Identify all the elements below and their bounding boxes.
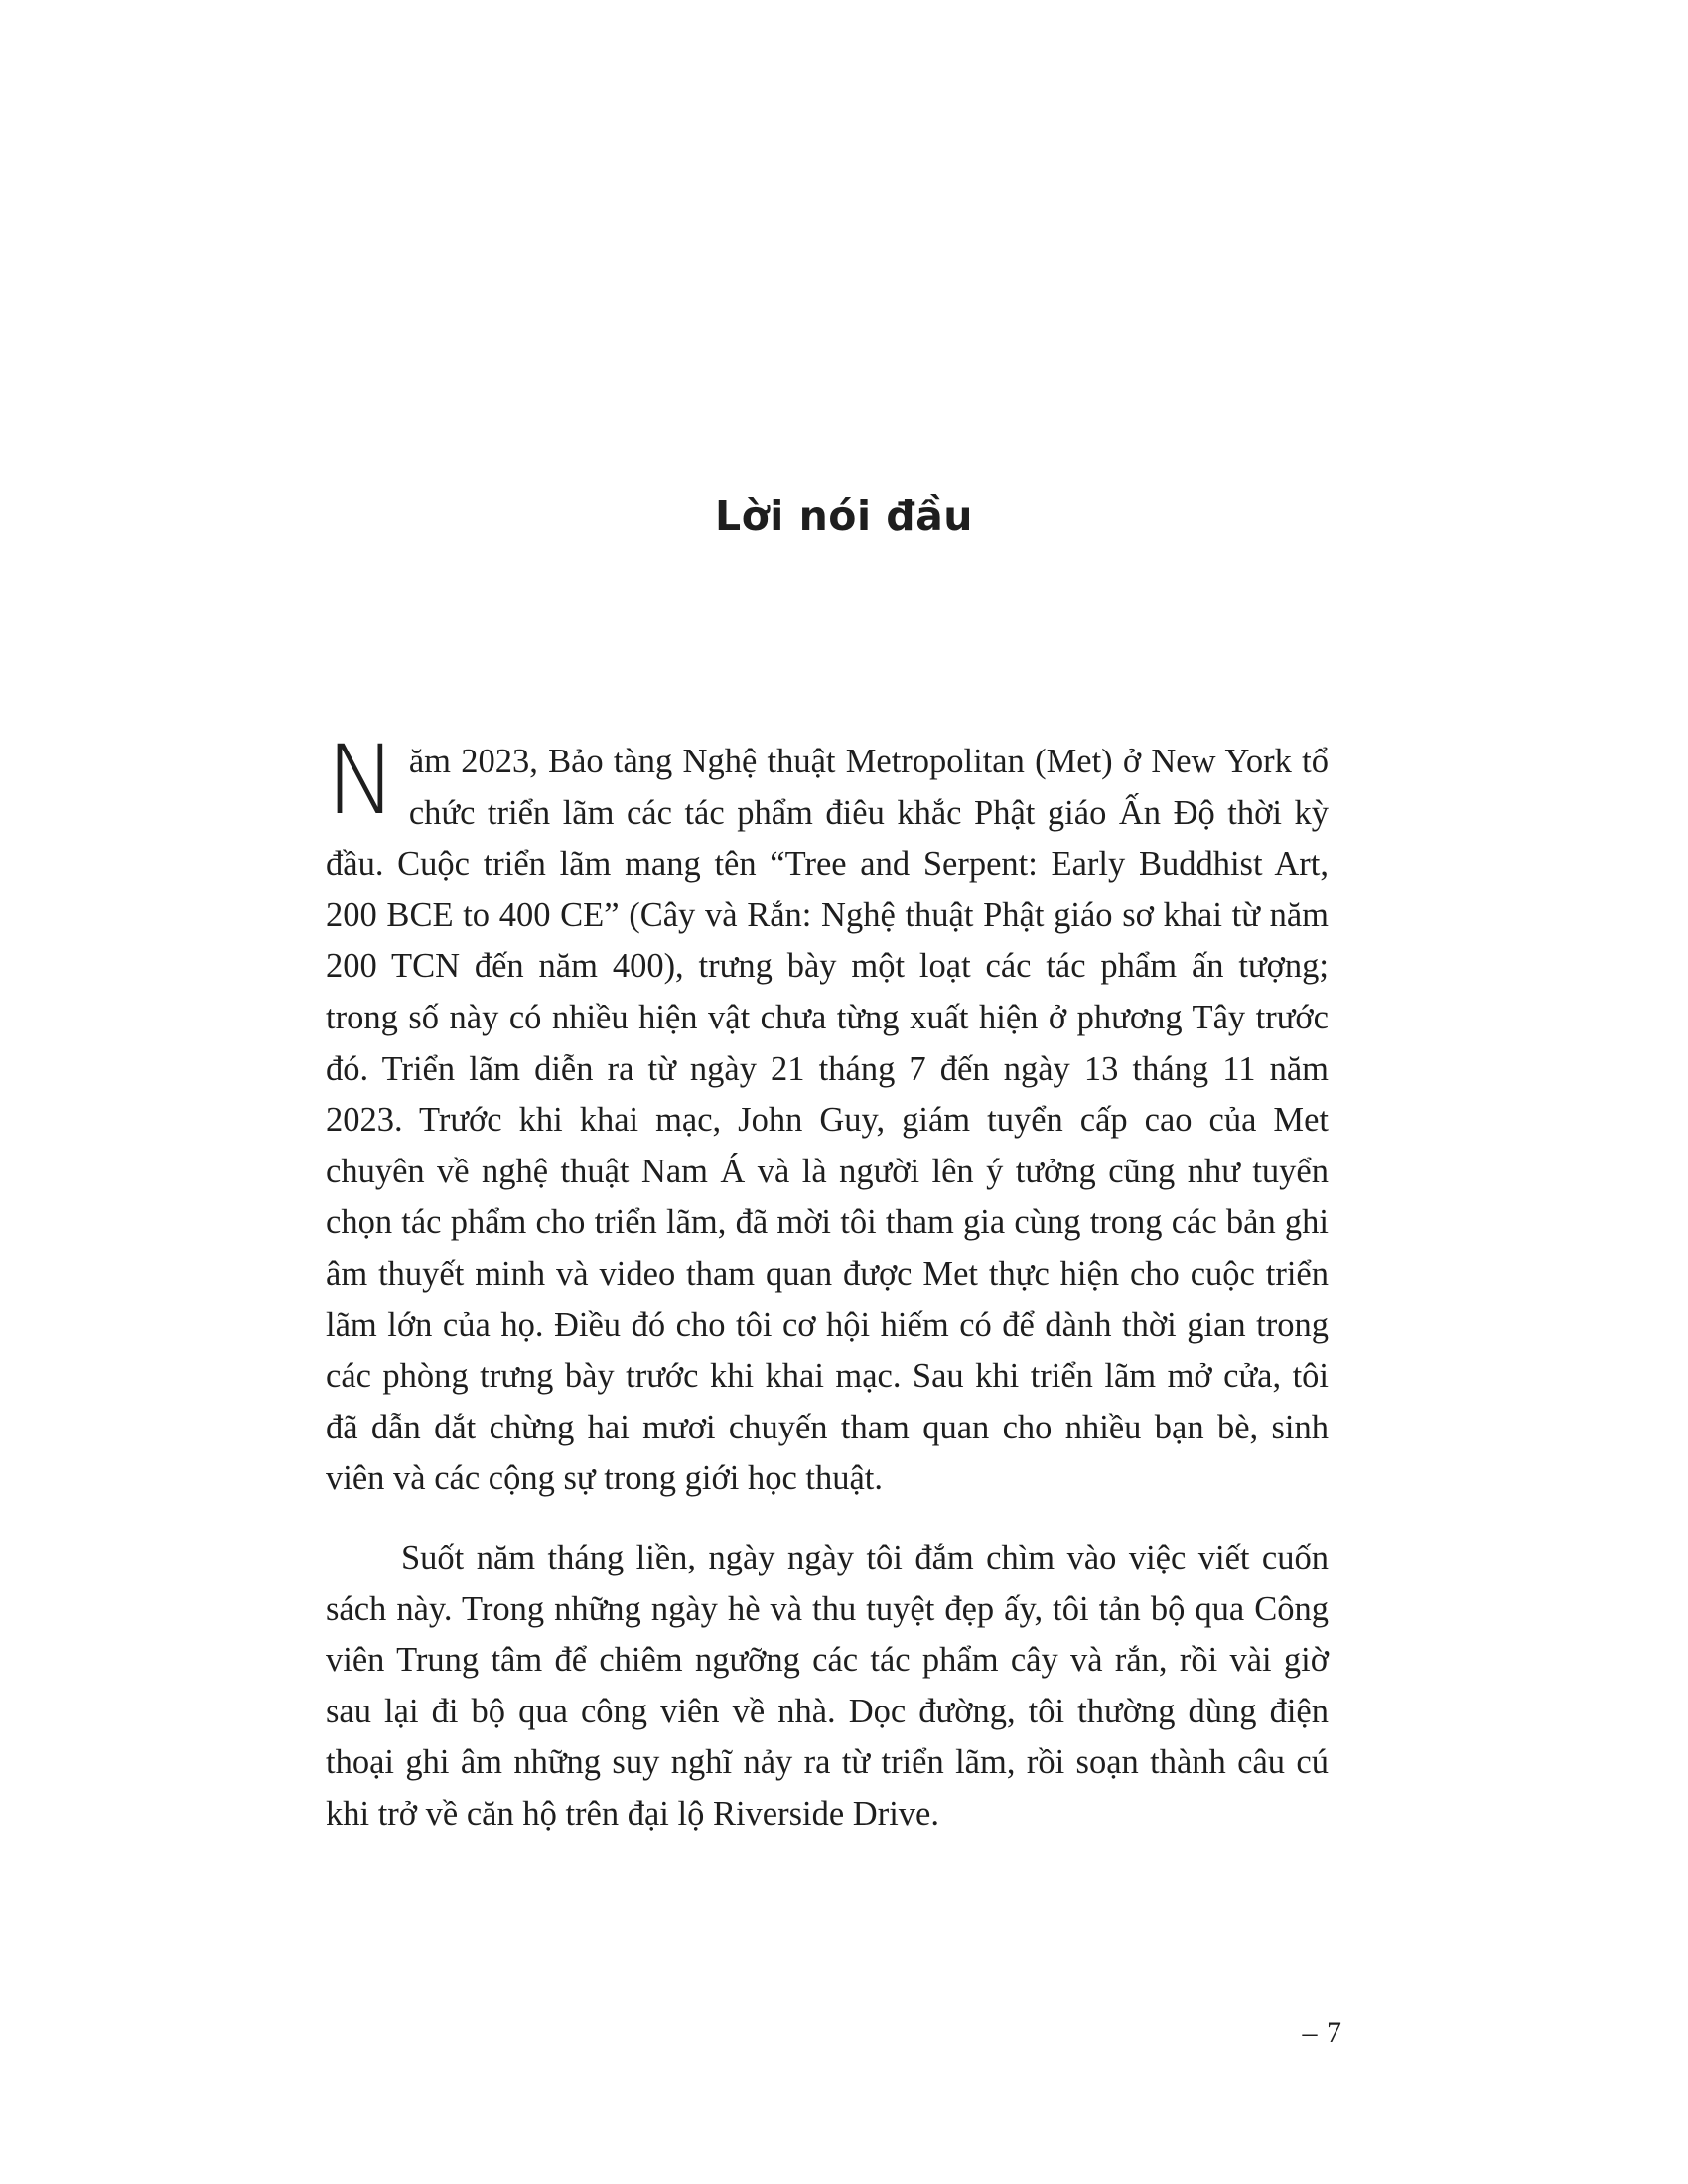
body-text bbox=[326, 725, 1329, 1840]
paragraph-2: Suốt năm tháng liền, ngày ngày tôi đắm chìm vào việc viết cuốn sách này. Trong những ngày hè và thu tuyệt đẹp ấy, tôi tản bộ qua Công viên Trung tâm để chiêm ngưỡng các tác phẩm cây và rắn, rồi vài giờ sau lại đi bộ qua công viên về nhà. Dọc đường, tôi thường dùng điện thoại ghi âm những suy nghĩ nảy ra từ triển lãm, rồi soạn thành câu cú khi trở về căn hộ trên đại lộ Riverside Drive. bbox=[326, 1538, 1329, 1833]
page-number: – 7 bbox=[1302, 2016, 1342, 2049]
page-title: Lời nói đầu bbox=[714, 492, 973, 540]
paragraph-1: Năm 2023, Bảo tàng Nghệ thuật Metropolitan (Met) ở New York tổ chức triển lãm các tác phẩm điêu khắc Phật giáo Ấn Độ thời kỳ đầu. Cuộc triển lãm mang tên “Tree and Serpent: Early Buddhist Art, 200 BCE to 400 CE” (Cây và Rắn: Nghệ thuật Phật giáo sơ khai từ năm 200 TCN đến năm 400), trưng bày một loạt các tác phẩm ấn tượng; trong số này có nhiều hiện vật chưa từng xuất hiện ở phương Tây trước đó. Triển lãm diễn ra từ ngày 21 tháng 7 đến ngày 13 tháng 11 năm 2023. Trước khi khai mạc, John Guy, giám tuyển cấp cao của Met chuyên về nghệ thuật Nam Á và là người lên ý tưởng cũng như tuyển chọn tác phẩm cho triển lãm, đã mời tôi tham gia cùng trong các bản ghi âm thuyết minh và video tham quan được Met thực hiện cho cuộc triển lãm lớn của họ. Điều đó cho tôi cơ hội hiếm có để dành thời gian trong các phòng trưng bày trước khi khai mạc. Sau khi triển lãm mở cửa, tôi đã dẫn dắt chừng hai mươi chuyến tham quan cho nhiều bạn bè, sinh viên và các cộng sự trong giới học thuật. bbox=[326, 725, 1329, 1498]
